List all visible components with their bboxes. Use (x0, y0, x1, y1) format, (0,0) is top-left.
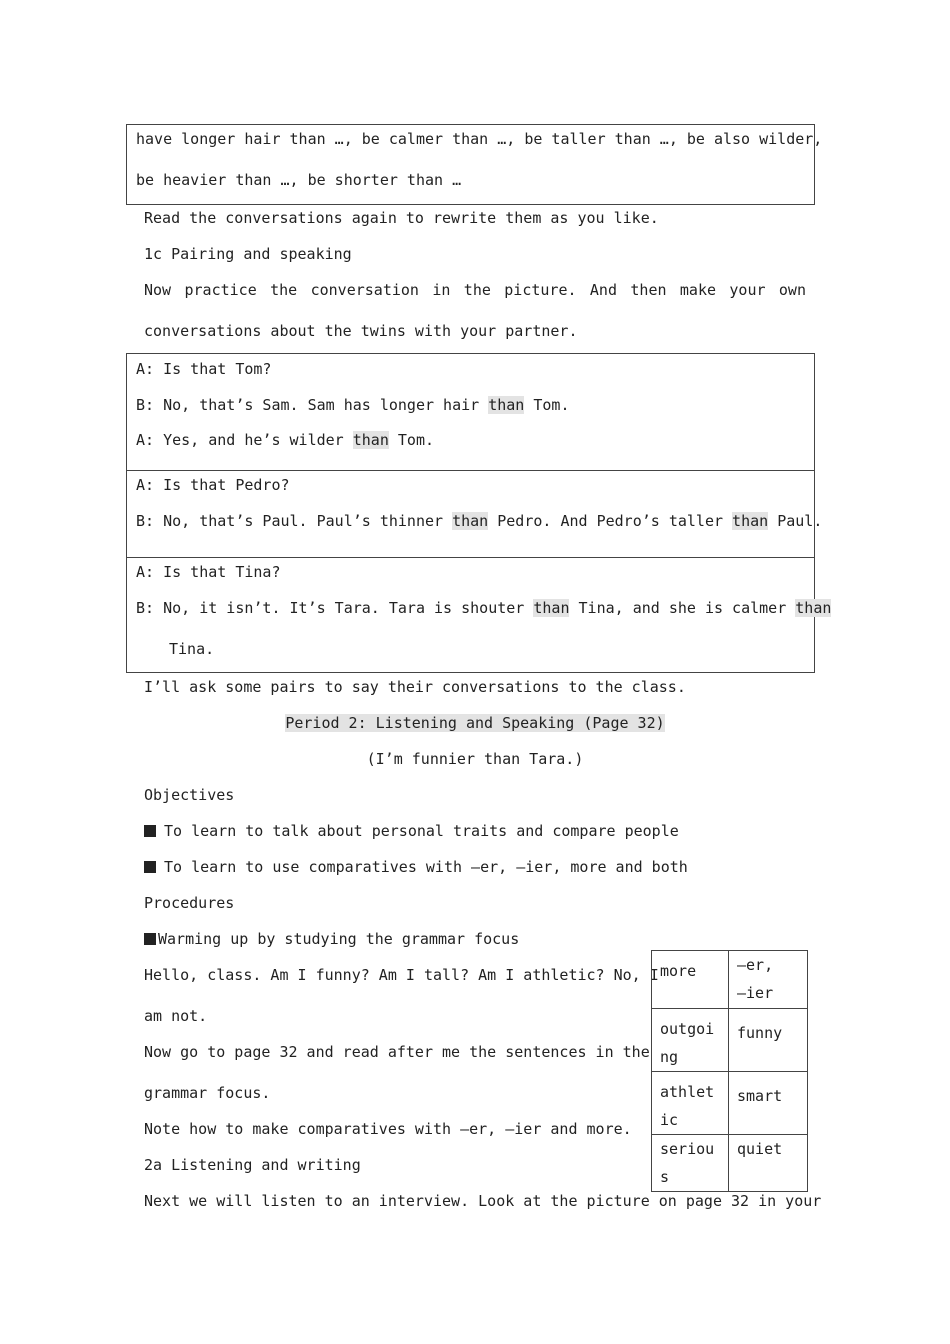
conv3-line-a1: A: Is that Tina? (136, 563, 281, 581)
conversation-box-1 (126, 353, 815, 471)
table-cell: funny (729, 1009, 808, 1072)
table-row (652, 1135, 808, 1192)
vocabulary-line-1: have longer hair than …, be calmer than …, be taller than …, be also wilder, (136, 130, 823, 148)
period-title: Period 2: Listening and Speaking (Page 32) (285, 714, 665, 732)
table-cell: smart (729, 1072, 808, 1135)
paragraph-next: Next we will listen to an interview. Look at the picture on page 32 in your (144, 1192, 822, 1210)
conversation-box-3 (126, 557, 832, 673)
grammar-focus-table (651, 950, 808, 1192)
table-cell: athletic (652, 1072, 729, 1135)
vocabulary-line-2: be heavier than …, be shorter than … (136, 171, 462, 189)
warming-up-step: Warming up by studying the grammar focus (144, 930, 519, 948)
conv3-line-b-cont: Tina. (169, 640, 215, 658)
table-row (652, 951, 808, 1009)
period-subtitle: (I’m funnier than Tara.) (366, 750, 584, 768)
conv2-line-a1: A: Is that Pedro? (136, 476, 290, 494)
instruction-read: Read the conversations again to rewrite them as you like. (144, 209, 659, 227)
paragraph-hello-line-1: Hello, class. Am I funny? Am I tall? Am I athletic? No, I (144, 966, 659, 984)
conv3-line-b: B: No, it isn’t. It’s Tara. Tara is shouter than Tina, and she is calmer than (136, 599, 832, 617)
table-cell: quiet (729, 1135, 808, 1192)
conversation-box-2 (126, 470, 823, 558)
conv1-line-a2: A: Yes, and he’s wilder than Tom. (136, 431, 435, 449)
table-cell: serious (652, 1135, 729, 1192)
instruction-now-line-2: conversations about the twins with your partner. (144, 322, 578, 340)
vocabulary-box (126, 124, 823, 205)
table-cell: –er, –ier (729, 951, 808, 1009)
conv1-line-a1: A: Is that Tom? (136, 360, 272, 378)
square-bullet-icon (144, 825, 156, 837)
table-row (652, 1072, 808, 1135)
paragraph-hello-line-2: am not. (144, 1007, 208, 1025)
square-bullet-icon (144, 933, 156, 945)
paragraph-go-line-1: Now go to page 32 and read after me the sentences in the (144, 1043, 650, 1061)
section-heading-1c: 1c Pairing and speaking (144, 245, 352, 263)
objective-item-1: To learn to talk about personal traits and compare people (144, 822, 679, 840)
procedures-label: Procedures (144, 894, 235, 912)
table-row (652, 1009, 808, 1072)
paragraph-go-line-2: grammar focus. (144, 1084, 271, 1102)
section-heading-2a: 2a Listening and writing (144, 1156, 361, 1174)
instruction-pairs: I’ll ask some pairs to say their conversations to the class. (144, 678, 686, 696)
instruction-now-line-1: Now practice the conversation in the picture. And then make your own (144, 281, 806, 299)
objectives-label: Objectives (144, 786, 235, 804)
square-bullet-icon (144, 861, 156, 873)
table-cell: more (652, 951, 729, 1009)
paragraph-note: Note how to make comparatives with –er, –ier and more. (144, 1120, 632, 1138)
conv1-line-b: B: No, that’s Sam. Sam has longer hair than Tom. (136, 396, 570, 414)
table-cell: outgoing (652, 1009, 729, 1072)
conv2-line-b: B: No, that’s Paul. Paul’s thinner than Pedro. And Pedro’s taller than Paul. (136, 512, 823, 530)
objective-item-2: To learn to use comparatives with –er, –ier, more and both (144, 858, 688, 876)
